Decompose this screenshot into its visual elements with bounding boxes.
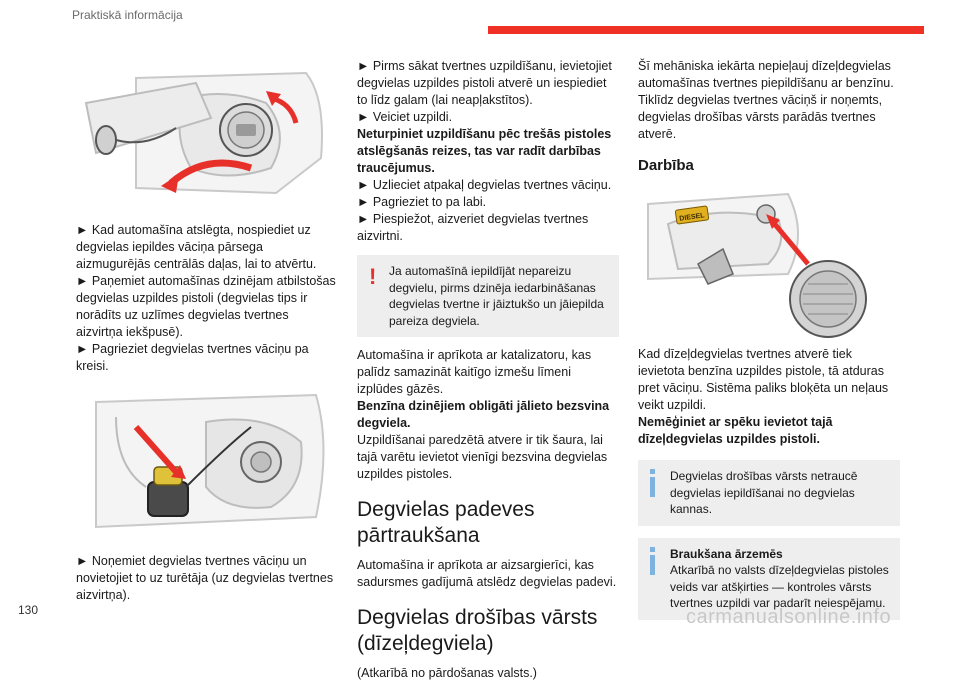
wrong-fuel-warning-text: Ja automašīnā iepildījāt nepareizu degvielu, pirms dzinēja iedarbināšanas degvielas tvertne ir jāiztukšo un jāiepilda pareiza degviela. <box>389 264 604 328</box>
heading-misfuel-device: Degvielas drošības vārsts (dīzeļdegviela) <box>357 606 598 655</box>
col3-device-description: Šī mehāniska iekārta nepieļauj dīzeļdegvielas automašīnas tvertnes piepildīšanu ar benzīnu. Tiklīdz degvielas tvertnes vāciņš ir noņemts, degvielas drošības vārsts parādās tvertnes atverē. <box>638 59 894 141</box>
jerrycan-info-box <box>638 460 900 526</box>
col2-unleaded-required: Benzīna dzinējiem obligāti jālieto bezsvina degviela. <box>357 399 610 430</box>
col2-step-insert-nozzle: ► Pirms sākat tvertnes uzpildīšanu, ievietojiet degvielas uzpildes pistoli atverē un iespiediet to līdz galam (lai neapļakstītos). <box>357 59 612 107</box>
col2-cutoff-text: Automašīna ir aprīkota ar aizsargierīci, kas sadursmes gadījumā atslēdz degvielas padevi. <box>357 558 617 589</box>
col2-narrow-filler-text: Uzpildīšanai paredzētā atvere ir tik šaura, lai tajā varētu ievietot vienīgi bezsvina degvielas uzpildes pistoles. <box>357 433 608 481</box>
col2-country-note: (Atkarībā no pārdošanas valsts.) <box>357 666 537 680</box>
info-icon-dot <box>650 469 655 474</box>
col3-operation-text: Kad dīzeļdegvielas tvertnes atverē tiek ievietota benzīna uzpildes pistole, tā atduras pret vāciņu. Sistēma paliks bloķēta un neļaus veikt uzpildi. <box>638 347 889 412</box>
fuel-cap-removed-illustration <box>76 387 338 537</box>
running-header: Praktiskā informācija <box>72 8 183 22</box>
col1-step-turn-cap-left: ► Pagrieziet degvielas tvertnes vāciņu pa kreisi. <box>76 342 309 373</box>
col2-step-refuel: ► Veiciet uzpildi. <box>357 110 453 124</box>
page-number: 130 <box>18 603 39 617</box>
column-3 <box>638 58 900 630</box>
col1-step-remove-cap: ► Noņemiet degvielas tvertnes vāciņu un novietojiet to uz turētāja (uz degvielas tvertnes aizvirtņa). <box>76 554 334 602</box>
fuel-cap-drawing <box>76 387 338 537</box>
abroad-info-text: Atkarībā no valsts dīzeļdegvielas pistoles veids var atšķirties — kontroles vārsts tvertnes uzpildi var padarīt neiespējamu. <box>670 563 889 610</box>
info-icon-dot <box>650 547 655 552</box>
col1-step-take-nozzle: ► Paņemiet automašīnas dzinējam atbilstošas degvielas uzpildes pistoli (degvielas tips ir norādīts uz uzlīmes degvielas tvertnes aizvirtņa iekšpusē). <box>76 274 336 339</box>
heading-fuel-cutoff: Degvielas padeves pārtraukšana <box>357 498 535 547</box>
col2-step-close-flap: ► Piespiežot, aizveriet degvielas tvertnes aizvirtni. <box>357 212 589 243</box>
col2-warning-third-cutoff: Neturpiniet uzpildīšanu pēc trešās pistoles atslēgšanās reizes, tas var radīt darbības traucējumus. <box>357 127 612 175</box>
warning-exclamation-icon: ! <box>369 264 377 289</box>
heading-operation: Darbība <box>638 157 694 174</box>
fuel-flap-open-illustration <box>76 58 338 208</box>
column-1 <box>76 58 338 604</box>
jerrycan-info-text: Degvielas drošības vārsts netraucē degvielas iepildīšanai no degvielas kannas. <box>670 469 858 516</box>
misfuel-device-drawing <box>638 184 900 334</box>
info-icon-bar <box>650 477 655 497</box>
col2-step-replace-cap: ► Uzlieciet atpakaļ degvielas tvertnes vāciņu. <box>357 178 612 192</box>
col2-catalyst-text: Automašīna ir aprīkota ar katalizatoru, kas palīdz samazināt kaitīgo izmešu līmeni izplūdes gāzēs. <box>357 348 592 396</box>
misfuel-device-illustration <box>638 184 900 334</box>
info-icon-bar <box>650 555 655 575</box>
wrong-fuel-warning-box <box>357 255 619 337</box>
column-2 <box>357 58 619 682</box>
diesel-label-text: DIESEL <box>678 212 706 223</box>
watermark: carmanualsonline.info <box>686 606 892 628</box>
abroad-info-title: Braukšana ārzemēs <box>670 546 783 561</box>
header-accent-bar <box>488 26 924 34</box>
col1-step-open-flap: ► Kad automašīna atslēgta, nospiediet uz degvielas iepildes vāciņa pārsega aizmugurējās centrālās daļas, lai to atvērtu. <box>76 223 317 271</box>
col2-step-turn-right: ► Pagrieziet to pa labi. <box>357 195 487 209</box>
col3-do-not-force: Nemēģiniet ar spēku ievietot tajā dīzeļdegvielas uzpildes pistoli. <box>638 415 833 446</box>
fuel-flap-drawing <box>76 58 338 208</box>
